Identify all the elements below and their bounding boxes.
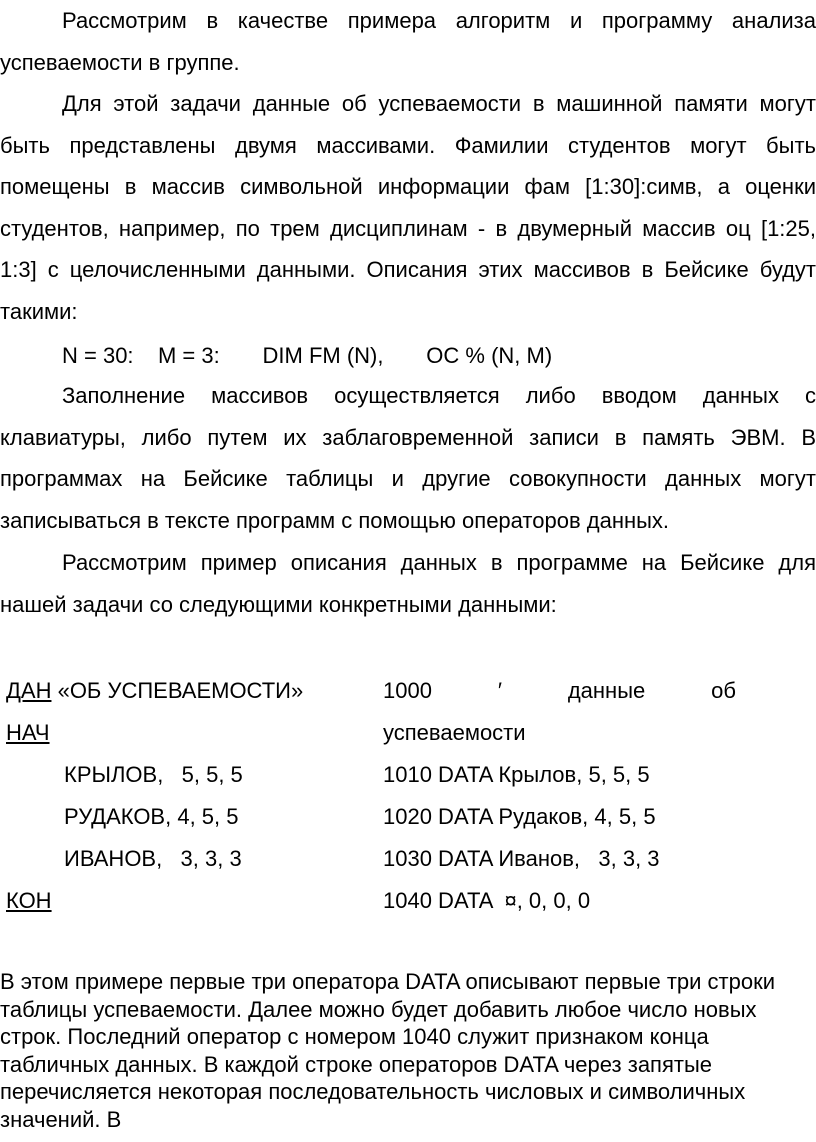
paragraph-example <box>0 542 816 625</box>
keyword-kon: КОН <box>6 888 52 913</box>
basic-declaration: N = 30: M = 3: DIM FM (N), OC % (N, M) <box>62 343 553 368</box>
paragraph-filling-text: Заполнение массивов осуществляется либо вводом данных с клавиатуры, либо путем их заблаговременной записи в память ЭВМ. В программах на Бейсике таблицы и другие совокупности данных могут записываться в тексте программ с помощью операторов данных. <box>0 383 816 533</box>
code-line-number: 1000 <box>383 678 432 703</box>
code-line: 1030 DATA Иванов, 3, 3, 3 <box>383 846 660 871</box>
data-end-row <box>6 880 366 922</box>
code-line: 1020 DATA Рудаков, 4, 5, 5 <box>383 804 656 829</box>
paragraph-example-text: Рассмотрим пример описания данных в программе на Бейсике для нашей задачи со следующими конкретными данными: <box>0 550 816 617</box>
keyword-nach: НАЧ <box>6 720 50 745</box>
data-description-block <box>6 670 366 922</box>
data-row: КРЫЛОВ, 5, 5, 5 <box>64 762 243 787</box>
data-row: ИВАНОВ, 3, 3, 3 <box>64 846 242 871</box>
data-header-row <box>6 670 366 712</box>
paragraph-arrays-text: Для этой задачи данные об успеваемости в машинной памяти могут быть представлены двумя массивами. Фамилии студентов могут быть помещены в массив символьной информации фам [1:30]:симв, а оценки студентов, например, по трем дисциплинам - в двумерный массив оц [1:25, 1:3] с целочисленными данными. Описания этих массивов в Бейсике будут такими: <box>0 91 816 324</box>
paragraph-filling <box>0 375 816 541</box>
keyword-dan: ДАН <box>6 678 52 703</box>
basic-code-block <box>383 670 736 922</box>
paragraph-arrays <box>0 83 816 332</box>
comment-word: об <box>711 678 736 703</box>
comment-word: данные <box>567 678 646 703</box>
comment-mark: ′ <box>497 678 502 703</box>
code-line-comment <box>383 670 736 712</box>
paragraph-intro-text: Рассмотрим в качестве примера алгоритм и программу анализа успеваемости в группе. <box>0 8 816 75</box>
paragraph-explanation: В этом примере первые три оператора DATA описывают первые три строки таблицы успеваемости. Далее можно будет добавить любое число новых строк. Последний оператор с номером 1040 служит признаком конца табличных данных. В каждой строке операторов DATA через запятые перечисляется некоторая последовательность числовых и символичных значений. В <box>0 969 776 1132</box>
code-line: 1040 DATA ¤, 0, 0, 0 <box>383 888 591 913</box>
data-start-row <box>6 712 366 754</box>
code-line: 1010 DATA Крылов, 5, 5, 5 <box>383 762 650 787</box>
data-row: РУДАКОВ, 4, 5, 5 <box>64 804 239 829</box>
code-line-comment-cont: успеваемости <box>383 720 526 745</box>
paragraph-intro <box>0 0 816 83</box>
data-header-title: «ОБ УСПЕВАЕМОСТИ» <box>51 678 304 703</box>
